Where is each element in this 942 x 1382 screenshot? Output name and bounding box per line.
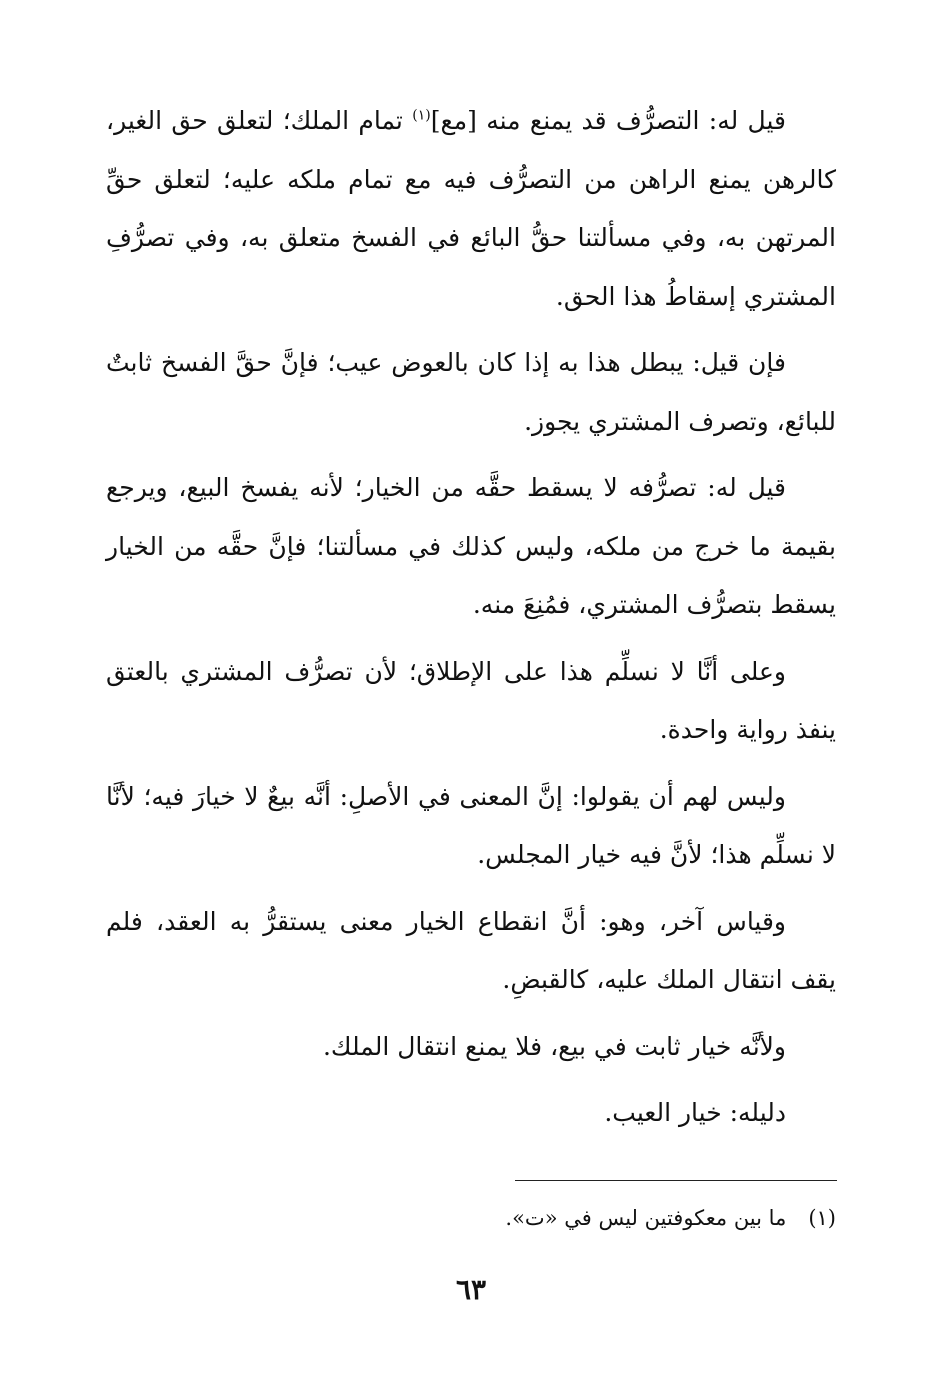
footnote-reference: (١) <box>412 107 431 124</box>
main-text <box>106 92 836 1151</box>
paragraph-3: قيل له: تصرُّفه لا يسقط حقَّه من الخيار؛ لأنه يفسخ البيع، ويرجع بقيمة ما خرج من ملكه، وليس كذلك في مسألتنا؛ فإنَّ حقَّه من الخيار يسقط بتصرُّف المشتري، فمُنِعَ منه. <box>106 473 836 619</box>
footnote <box>106 1203 836 1233</box>
paragraph-1-rest: تمام الملك؛ لتعلق حق الغير، كالرهن يمنع الراهن من التصرُّف فيه مع تمام ملكه عليه؛ لتعلق حقِّ المرتهن به، وفي مسألتنا حقُّ البائع في الفسخ متعلق به، وفي تصرُّفِ المشتري إسقاطُ هذا الحق. <box>106 106 836 311</box>
paragraph-8: دليله: خيار العيب. <box>604 1098 786 1127</box>
footnote-separator <box>515 1180 837 1181</box>
page-number: ٦٣ <box>455 1273 487 1306</box>
paragraph-1 <box>106 92 836 326</box>
footnote-text: ما بين معكوفتين ليس في «ت». <box>505 1206 787 1230</box>
paragraph-7: ولأنَّه خيار ثابت في بيع، فلا يمنع انتقال الملك. <box>322 1031 786 1061</box>
paragraph-2: فإن قيل: يبطل هذا به إذا كان بالعوض عيب؛ فإنَّ حقَّ الفسخ ثابتٌ للبائع، وتصرف المشتري يجوز. <box>106 348 836 436</box>
paragraph-6: وقياس آخر، وهو: أنَّ انقطاع الخيار معنى يستقرُّ به العقد، فلم يقف انتقال الملك عليه، كالقبضِ. <box>106 906 836 994</box>
paragraph-1-start: قيل له: التصرُّف قد يمنع منه [مع] <box>430 106 786 135</box>
paragraph-5: وليس لهم أن يقولوا: إنَّ المعنى في الأصلِ: أنَّه بيعٌ لا خيارَ فيه؛ لأنَّا لا نسلِّم هذا؛ لأنَّ فيه خيار المجلس. <box>106 781 836 869</box>
footnote-number: (١) <box>808 1206 836 1230</box>
paragraph-4: وعلى أنَّا لا نسلِّم هذا على الإطلاق؛ لأن تصرُّف المشتري بالعتق ينفذ رواية واحدة. <box>106 656 836 744</box>
